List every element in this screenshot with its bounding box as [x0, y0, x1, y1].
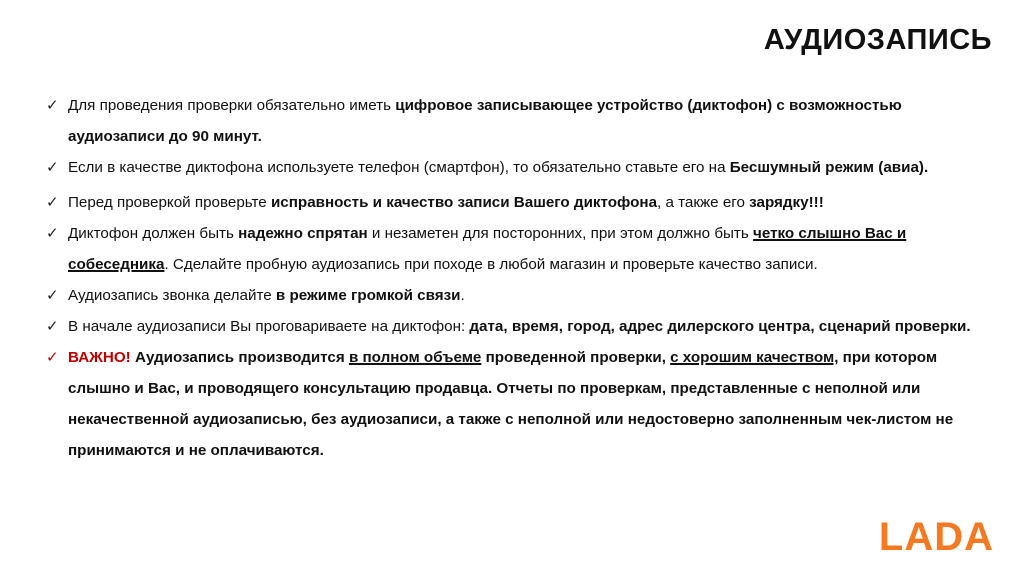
checkmark-icon: ✓	[46, 194, 59, 211]
item-bold-text: цифровое записывающее устройство (диктофон) с возможностью аудиозаписи до 90 минут.	[68, 97, 902, 145]
list-item	[46, 311, 976, 342]
item-bold-text: в режиме громкой связи	[275, 287, 461, 304]
item-bold-text: Бесшумный режим (авиа).	[729, 159, 929, 176]
checkmark-icon: ✓	[46, 225, 59, 242]
checkmark-icon: ✓	[46, 97, 59, 114]
checkmark-icon: ✓	[46, 318, 59, 335]
list-item	[46, 187, 976, 218]
item-text: и незаметен для посторонних, при этом должно быть	[367, 225, 754, 242]
item-text: Если в качестве диктофона используете телефон (смартфон), то обязательно ставьте его на	[68, 159, 730, 176]
lada-logo: LADA	[878, 515, 994, 559]
item-text: .	[460, 287, 465, 304]
item-text: Аудиозапись звонка делайте	[68, 287, 276, 304]
item-bold-text: при котором слышно и Вас, и проводящего консультацию продавца. Отчеты по проверкам, представленные с неполной или некачественной аудиозаписью, без аудиозаписи, а также с неполной или недостоверно заполненным чек-листом не принимаются и не оплачиваются.	[68, 349, 954, 459]
item-text: . Сделайте пробную аудиозапись при походе в любой магазин и проверьте качество записи.	[164, 256, 818, 273]
checkmark-icon: ✓	[46, 349, 59, 366]
item-text: Диктофон должен быть	[68, 225, 239, 242]
list-item	[46, 152, 976, 183]
checkmark-icon: ✓	[46, 159, 59, 176]
item-underlined-text: четко слышно Вас и собеседника	[68, 225, 907, 273]
important-label: ВАЖНО!	[68, 349, 131, 366]
list-item	[46, 218, 976, 280]
item-bold-text: Аудиозапись производится	[130, 349, 349, 366]
item-bold-text: проведенной проверки,	[481, 349, 671, 366]
item-underlined-text: в полном объеме	[348, 349, 482, 366]
item-text: В начале аудиозаписи Вы проговариваете на диктофон:	[68, 318, 470, 335]
item-bold-text: надежно спрятан	[238, 225, 368, 242]
item-underlined-text: с хорошим качеством,	[670, 349, 839, 366]
page-title: АУДИОЗАПИСЬ	[763, 24, 992, 56]
item-bold-text: дата, время, город, адрес дилерского центра, сценарий проверки.	[469, 318, 971, 335]
item-bold-text: зарядку!!!	[749, 194, 824, 211]
item-text: Для проведения проверки обязательно иметь	[68, 97, 396, 114]
list-item	[46, 280, 976, 311]
checkmark-icon: ✓	[46, 287, 59, 304]
list-item-important	[46, 342, 976, 466]
requirements-list	[46, 90, 976, 466]
item-text: , а также его	[657, 194, 750, 211]
item-bold-text: исправность и качество записи Вашего диктофона	[270, 194, 658, 211]
list-item	[46, 90, 976, 152]
item-text: Перед проверкой проверьте	[68, 194, 271, 211]
